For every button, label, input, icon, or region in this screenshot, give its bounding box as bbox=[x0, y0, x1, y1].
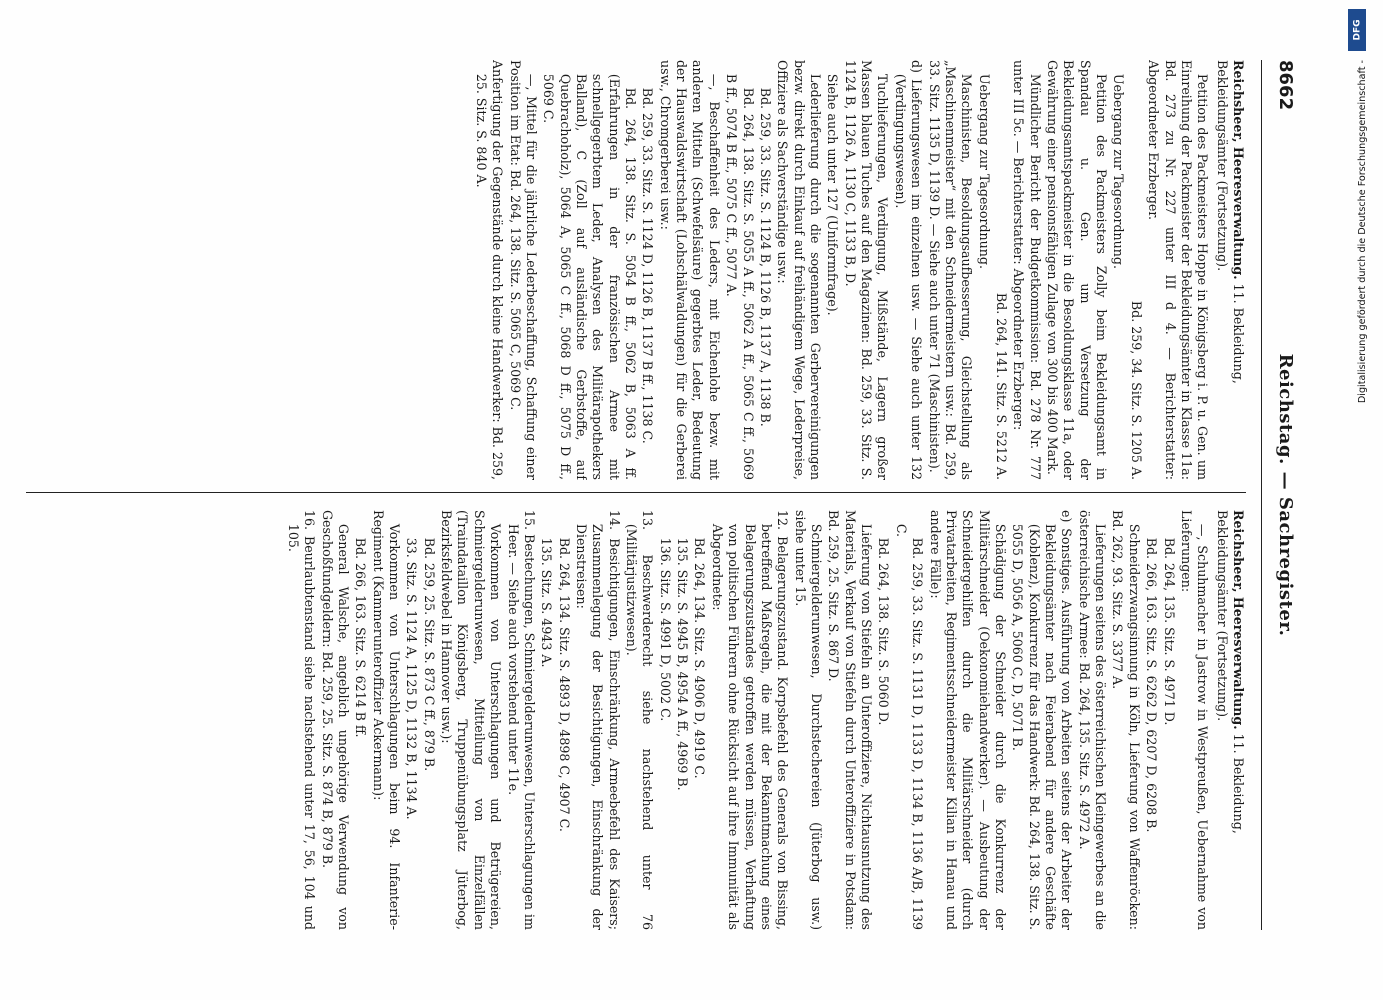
entry: Uebergang zur Tagesordnung. bbox=[1111, 73, 1127, 269]
section-entry: 13. Beschwerderecht siehe nachstehend unter 76 (Militärjustizwesen). bbox=[624, 510, 656, 930]
entry: —, Schuhmacher in Jastrow in Westpreußen, Uebernahme von Lieferungen: bbox=[1178, 510, 1211, 930]
entry-ref: Bd. 266, 163. Sitz. S. 6214 B ff. bbox=[353, 537, 369, 738]
entry-ref: Bd. 264, 138. Sitz. S. 5055 A ff., 5062 A ff., 5065 C ff., 5069 B ff., 5074 B ff., 5075 C ff., 5077 A. bbox=[724, 73, 756, 480]
section-entry: 12. Belagerungszustand. Korpsbefehl des Generals von Bissing, betreffend Maßregeln, die mit der Bekanntmachung eines Belagerungszustandes getroffen werden müssen, Verhaftung von politischen Führern ohne Rücksicht auf ihre Immunität als Abgeordnete: bbox=[709, 510, 791, 930]
entry-ref: Bd. 264, 134. Sitz. S. 4893 D, 4898 C, 4907 C. bbox=[556, 537, 572, 832]
entry-ref: Bd. 264, 138. Sitz. S. 5054 B ff., 5062 B, 5063 A ff. (Erfahrungen in der französischen Armee mit schnellgegerbtem Leder, Analysen des Militärapothekers Balland), C (Zoll auf ausländische Gerbstoffe, auf Quebrachoholz), 5064 A, 5065 C ff., 5068 D ff., 5075 D ff., 5069 C. bbox=[541, 73, 639, 480]
digitization-credit-strip bbox=[1343, 0, 1373, 1000]
entry: Vorkommen von Unterschlagungen beim 94. Infanterie-Regiment (Kammerunteroffizier Ackermann): bbox=[370, 510, 403, 930]
heading-bold: Reichsheer, Heeresverwaltung. bbox=[1231, 60, 1246, 280]
entry: Maschinisten, Besoldungsaufbesserung, Gleichstellung als „Maschinenmeister“ mit den Schneidermeistern usw.: Bd. 259, 33. Sitz. 1135 D, 1139 D. — Siehe auch unter 71 (Maschinisten). bbox=[926, 60, 975, 480]
section-entry: 14. Besichtigungen, Einschränkung, Armeebefehl des Kaisers; Zusammenlegung der Besichtigungen, Einschränkung der Dienstreisen: bbox=[573, 510, 622, 930]
running-title: Reichstag. — Sachregister. bbox=[1275, 353, 1296, 637]
entry: Schneiderzwangsinnung in Köln, Lieferung von Waffenröcken: Bd. 262, 93. Sitz. S. 3377 A. bbox=[1110, 510, 1142, 930]
entry: Lieferungen seitens des österreichischen Kleingewerbes an die österreichische Armee: Bd. 264, 135. Sitz. S. 4972 A. bbox=[1076, 510, 1109, 930]
entry: Petition des Packmeisters Hoppe in Königsberg i. P. u. Gen. um Einreihung der Packmeister der Bekleidungsämter in Klasse 11a: Bd. 273 zu Nr. 227 unter III d 4. — Berichterstatter: Abgeordneter Erzberger. bbox=[1146, 60, 1211, 480]
entry: Lederlieferung durch die sogenannten Gerbervereinigungen bezw. direkt durch Einkauf auf freihändigem Wege, Lederpreise, Offiziere als Sachverständige usw.: bbox=[775, 60, 824, 480]
entry: Siehe auch unter 127 (Uniformfrage). bbox=[825, 73, 841, 316]
entry: Anfertigung der Gegenstände durch kleine Handwerker: Bd. 259, 25. Sitz. S. 840 A. bbox=[473, 60, 506, 480]
section-entry: 15. Bestechungen, Schmiergelderunwesen, Unterschlagungen im Heer. — Siehe auch vorstehend unter 11e. bbox=[505, 510, 537, 930]
heading-bold: Reichsheer, Heeresverwaltung. bbox=[1231, 510, 1246, 730]
entry-ref: Bd. 259, 33. Sitz. S. 1124 D, 1126 B, 1137 B ff., 1138 C. bbox=[640, 87, 656, 444]
entry-ref: 33. Sitz. S. 1124 A, 1125 D, 1132 B, 1134 A. bbox=[404, 537, 420, 820]
entry: Uebergang zur Tagesordnung. bbox=[976, 73, 992, 269]
heading-rest: 11. Bekleidung, Bekleidungsämter (Fortsetzung). bbox=[1214, 510, 1246, 834]
entry-ref: Bd. 264, 141. Sitz. S. 5212 A. bbox=[993, 292, 1009, 480]
heading-rest: 11. Bekleidung, Bekleidungsämter (Fortsetzung). bbox=[1214, 60, 1246, 384]
header-rule bbox=[1261, 60, 1262, 930]
entry: Schmiergelderunwesen, Durchstechereien (Jüterbog usw.) siehe unter 15. bbox=[792, 510, 825, 930]
right-column-heading bbox=[1213, 510, 1246, 930]
dfg-logo-text: DFG bbox=[1352, 19, 1363, 41]
entry-ref: Bd. 259, 25. Sitz. S. 873 C ff., 879 B. bbox=[421, 537, 437, 772]
entry: Vorkommen von Unterschlagungen und Betrügereien, Schmiergelderunwesen, Mitteilung von Einzelfällen (Traindataillon Königsberg, Truppenübungsplatz Jüterbog, Bezirksfeldwebel in Hannover usw.): bbox=[439, 510, 504, 930]
entry: Schädigung der Schneider durch die Konkurrenz der Militärschneider (Oekonomiehandwerker). — Ausbeutung der Schneidergehilfen durch die Militärschneider (durch Privatarbeiten, Regimentsschneidermeister Kilian in Hanau und andere Fälle): bbox=[927, 510, 1008, 930]
left-column-heading bbox=[1213, 60, 1246, 480]
entry-ref: 136. Sitz. S. 4991 D, 5002 C. bbox=[657, 537, 673, 722]
entry: —, Mittel für die jährliche Lederbeschaffung, Schaffung einer Position im Etat: Bd. 264, 138. Sitz. S. 5065 C, 5069 C. bbox=[507, 60, 539, 480]
entry-ref: Bd. 264, 138. Sitz. S. 5060 D. bbox=[876, 537, 892, 726]
entry: Petition des Packmeisters Zolly beim Bekleidungsamt in Spandau u. Gen. um Versetzung der Bekleidungsamtspackmeister in die Besoldungsklasse 11a, oder Gewährung einer pensionsfähigen Zulage von 300 bis 400 Mark. bbox=[1045, 60, 1110, 480]
entry: —, Beschaffenheit des Leders, mit Eichenlohe bezw. mit anderen Mitteln (Schwefelsäure) gegerbtes Leder, Bedeutung der Hauswaldswirtschaft (Lohschälwaldungen) für die Gerberei usw., Chromgerberei usw.: bbox=[657, 60, 722, 480]
entry: General Walsche, angeblich ungehörige Verwendung von Geschoßfundgeldern: Bd. 259, 25. Sitz. S. 874 B, 879 B. bbox=[319, 510, 351, 930]
section-entry: 16. Beurlaubtenstand siehe nachstehend unter 17, 56, 104 und 105. bbox=[285, 510, 318, 930]
entry-ref: Bd. 264, 134. Sitz. S. 4906 D, 4919 C. bbox=[692, 537, 708, 779]
column-divider bbox=[26, 492, 1246, 493]
entry: Tuchlieferungen, Verdingung, Mißstände, Lagern großer Massen blauen Tuches auf den Magazinen: Bd. 259, 33. Sitz. S. 1124 B, 1126 A, 1130 C, 1133 B, D. bbox=[842, 60, 891, 480]
right-column bbox=[16, 510, 1246, 930]
entry-ref: Bd. 266, 163. Sitz. S. 6262 D, 6207 D, 6208 B. bbox=[1144, 537, 1160, 833]
page-header bbox=[1262, 60, 1302, 930]
entry: Lieferung von Stiefeln an Unteroffiziere, Nichtausnutzung des Materials, Verkauf von Stiefeln durch Unteroffiziere in Potsdam: Bd. 259, 25. Sitz. S. 867 D. bbox=[826, 510, 875, 930]
left-column bbox=[16, 60, 1246, 480]
entry-ref: 135. Sitz. S. 4943 A. bbox=[539, 537, 555, 668]
section-entry: e) Sonstiges. Ausführung von Arbeiten seitens der Arbeiter der Bekleidungsämter nach Feierabend für andere Geschäfte (Koblenz), Konkurrenz für das Handwerk: Bd. 264, 138. Sitz. S. 5055 D, 5056 A, 5060 C, D, 5071 B. bbox=[1010, 510, 1075, 930]
digitization-credit: Digitalisierung gefördert durch die Deutsche Forschungsgemeinschaft - bbox=[1357, 60, 1368, 404]
entry-ref: Bd. 264, 135. Sitz. S. 4971 D. bbox=[1161, 537, 1177, 726]
entry-ref: Bd. 259, 33. Sitz. S. 1131 D, 1133 D, 1134 B, 1136 A/B, 1139 C. bbox=[893, 523, 926, 930]
entry-ref: Bd. 259, 34. Sitz. S. 1205 A. bbox=[1128, 300, 1144, 480]
entry-ref: Bd. 259, 33. Sitz. S. 1124 B, 1126 B, 1137 A, 1138 B. bbox=[757, 87, 773, 427]
section-entry: d) Lieferungswesen im einzelnen usw. — Siehe auch unter 132 (Verdingungswesen). bbox=[892, 60, 925, 480]
dfg-logo bbox=[1348, 9, 1366, 51]
entry-ref: 135. Sitz. S. 4945 B, 4954 A ff., 4969 B. bbox=[675, 537, 691, 791]
entry: Mündlicher Bericht der Budgetkommission: Bd. 278 Nr. 777 unter III 5c. — Berichterstatter: Abgeordneter Erzberger: bbox=[1011, 60, 1043, 480]
page-number: 8662 bbox=[1275, 60, 1296, 111]
